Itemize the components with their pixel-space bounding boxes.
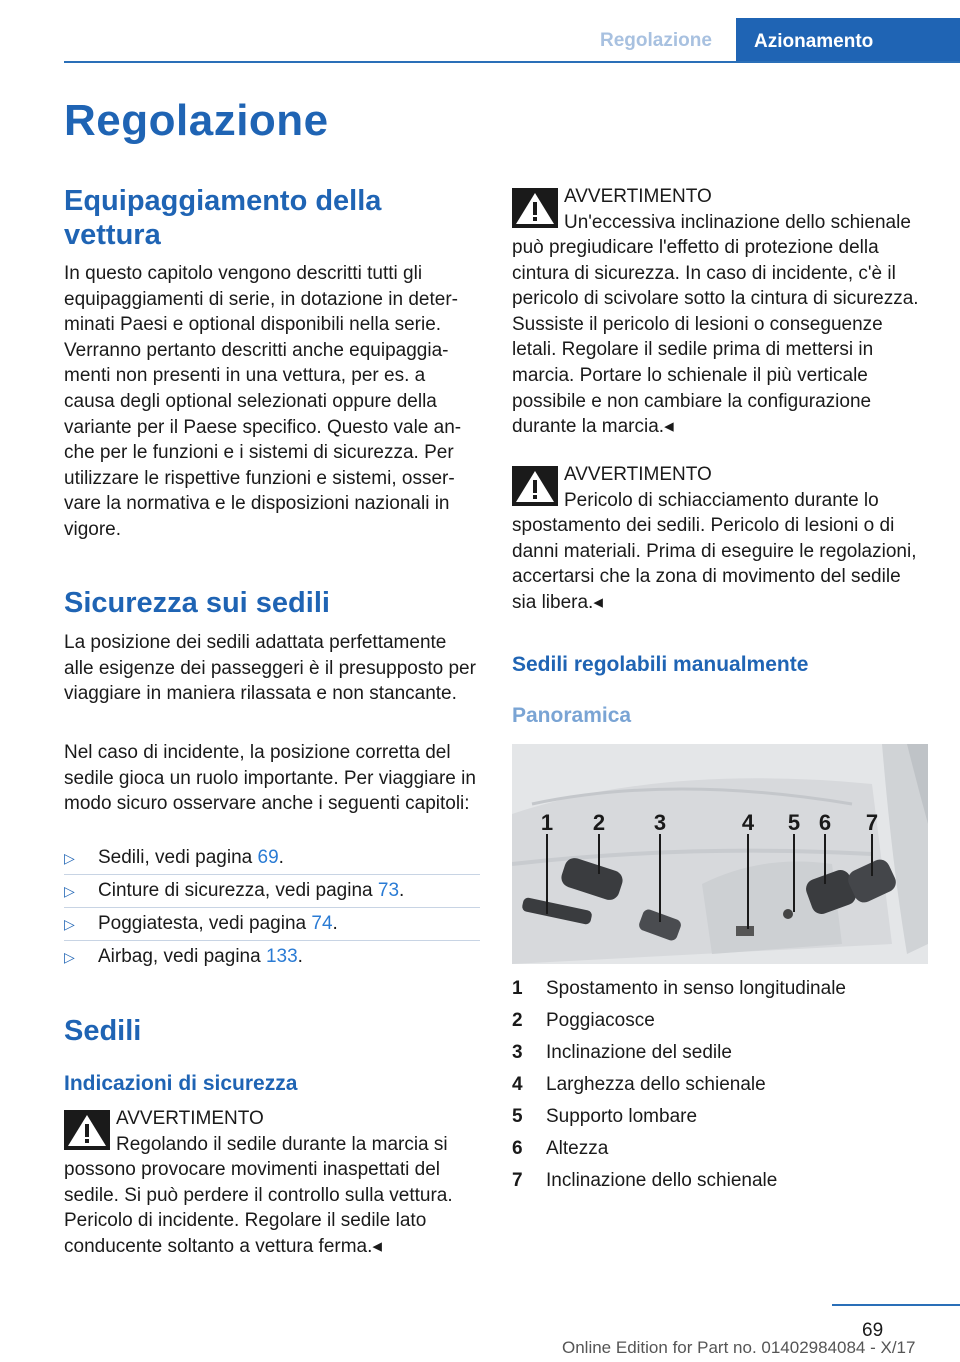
- tab-regolazione[interactable]: Regolazione: [600, 30, 712, 51]
- legend-number: 2: [512, 1010, 523, 1031]
- list-item-text: Cinture di sicurezza, vedi pagina: [98, 880, 378, 901]
- page-title: Regolazione: [64, 96, 329, 145]
- legend-label: Larghezza dello schienale: [546, 1074, 766, 1095]
- list-item: ▷ Poggiatesta, vedi pagina 74.: [64, 907, 480, 940]
- legend-label: Poggiacosce: [546, 1010, 655, 1031]
- image-callout-3: 3: [653, 810, 667, 835]
- list-item: [512, 1133, 928, 1165]
- legend-number: 3: [512, 1042, 523, 1063]
- warning-heading: AVVERTIMENTO: [116, 1108, 264, 1129]
- warning-heading: AVVERTIMENTO: [564, 186, 712, 207]
- triangle-bullet-icon: ▷: [64, 949, 75, 965]
- list-item: [512, 1005, 928, 1037]
- warning-text: spostamento dei sedili. Pericolo di lesioni o di danni materiali. Prima di eseguire le regolazioni, accertarsi che la zona di movimento del sedile sia libera.◂: [512, 515, 917, 613]
- section-text-sicurezza-p2: Nel caso di incidente, la posizione corretta del sedile gioca un ruolo importante. Per viaggiare in modo sicuro osservare anche i seguenti capitoli:: [64, 742, 476, 815]
- section-title-sicurezza-sedili: Sicurezza sui sedili: [64, 587, 330, 619]
- list-item: ▷ Sedili, vedi pagina 69.: [64, 842, 480, 874]
- page-number-rule: [832, 1304, 960, 1306]
- legend-label: Spostamento in senso longitudinale: [546, 978, 846, 999]
- legend-label: Supporto lombare: [546, 1106, 698, 1127]
- warning-text: possono provocare movimenti inaspettati del sedile. Si può perdere il controllo sulla vettura. Pericolo di incidente. Regolare il sedile lato conducente soltanto a vettura ferma.◂: [64, 1159, 453, 1257]
- section-title-sedili: Sedili: [64, 1015, 142, 1047]
- page-link-73[interactable]: 73: [377, 880, 400, 901]
- triangle-bullet-icon: ▷: [64, 883, 75, 899]
- image-callout-5: 5: [787, 810, 801, 835]
- warning-heading: AVVERTIMENTO: [564, 464, 712, 485]
- section-text-equipaggiamento: In questo capitolo vengono descritti tutti gli equipaggiamenti di serie, in dotazione in determinati Paesi e optional disponibili nella serie. Verranno pertanto descritti anche equipaggiamenti non presenti in una vettura, per es. a causa degli optional selezionati oppure della variante per il Paese specifico. Questo vale anche per le funzioni e i sistemi di sicurezza. Per utilizzare le rispettive funzioni e sistemi, osservare la normativa e le disposizioni nazionali in vigore.: [64, 263, 462, 540]
- page-link-69[interactable]: 69: [257, 847, 279, 868]
- list-item-text: Sedili, vedi pagina: [98, 847, 258, 868]
- list-item: [512, 1101, 928, 1133]
- page-link-74[interactable]: 74: [311, 913, 333, 934]
- list-item: [512, 1069, 928, 1101]
- warning-triangle-icon: [64, 1110, 110, 1150]
- tab-azionamento[interactable]: Azionamento: [736, 18, 960, 62]
- warning-text-first-line: Pericolo di schiacciamento durante lo: [564, 490, 879, 511]
- reference-list: [64, 842, 480, 973]
- legend-number: 4: [512, 1074, 523, 1095]
- list-item-text: Poggiatesta, vedi pagina: [98, 913, 312, 934]
- subsection-title-panoramica: Panoramica: [512, 704, 632, 727]
- section-text-sicurezza-p1: La posizione dei sedili adattata perfettamente alle esigenze dei passeggeri è il presupposto per viaggiare in maniera rilassata e non stancante.: [64, 632, 476, 705]
- image-callout-6: 6: [818, 810, 832, 835]
- legend-list: [512, 973, 928, 1197]
- warning-text-first-line: Un'eccessiva inclinazione dello schienale: [564, 212, 911, 233]
- list-item: [512, 973, 928, 1005]
- warning-triangle-icon: [512, 188, 558, 228]
- warning-text-first-line: Regolando il sedile durante la marcia si: [116, 1134, 448, 1155]
- page-header: [0, 0, 960, 64]
- legend-number: 7: [512, 1170, 523, 1191]
- legend-number: 5: [512, 1106, 523, 1127]
- list-item-text: Airbag, vedi pagina: [98, 946, 266, 967]
- image-callout-2: 2: [592, 810, 606, 835]
- triangle-bullet-icon: ▷: [64, 916, 75, 932]
- legend-label: Inclinazione dello schienale: [546, 1170, 778, 1191]
- list-item: ▷ Cinture di sicurezza, vedi pagina 73.: [64, 874, 480, 907]
- warning-triangle-icon: [512, 466, 558, 506]
- warning-text: può pregiudicare l'effetto di protezione della cintura di sicurezza. In caso di incidente, c'è il pericolo di scivolare sotto la cintura di sicurezza. Sussiste il pericolo di lesioni o conseguenze letali. Regolare il sedile prima di mettersi in marcia. Portare lo schienale il più verticale possibile e non cambiare la configurazione durante la marcia.◂: [512, 237, 919, 438]
- page-number: 69: [862, 1320, 884, 1341]
- subsection-title-sedili-manuali: Sedili regolabili manualmente: [512, 653, 809, 676]
- image-callout-7: 7: [865, 810, 879, 835]
- legend-number: 1: [512, 978, 523, 999]
- subsection-title-indicazioni: Indicazioni di sicurezza: [64, 1072, 298, 1095]
- legend-number: 6: [512, 1138, 523, 1159]
- list-item: [512, 1037, 928, 1069]
- section-title-equipaggiamento: Equipaggiamento della vettura: [64, 185, 382, 251]
- list-item: ▷ Airbag, vedi pagina 133.: [64, 940, 480, 973]
- seat-illustration: [512, 744, 928, 964]
- page-link-133[interactable]: 133: [265, 946, 298, 967]
- image-callout-1: 1: [540, 810, 554, 835]
- seat-controls-image: [512, 744, 928, 964]
- legend-label: Inclinazione del sedile: [546, 1042, 732, 1063]
- header-rule: [64, 61, 960, 63]
- legend-label: Altezza: [546, 1138, 609, 1159]
- image-callout-4: 4: [741, 810, 755, 835]
- triangle-bullet-icon: ▷: [64, 850, 75, 866]
- list-item: [512, 1165, 928, 1197]
- footer-edition: Online Edition for Part no. 01402984084 - X/17: [562, 1338, 916, 1357]
